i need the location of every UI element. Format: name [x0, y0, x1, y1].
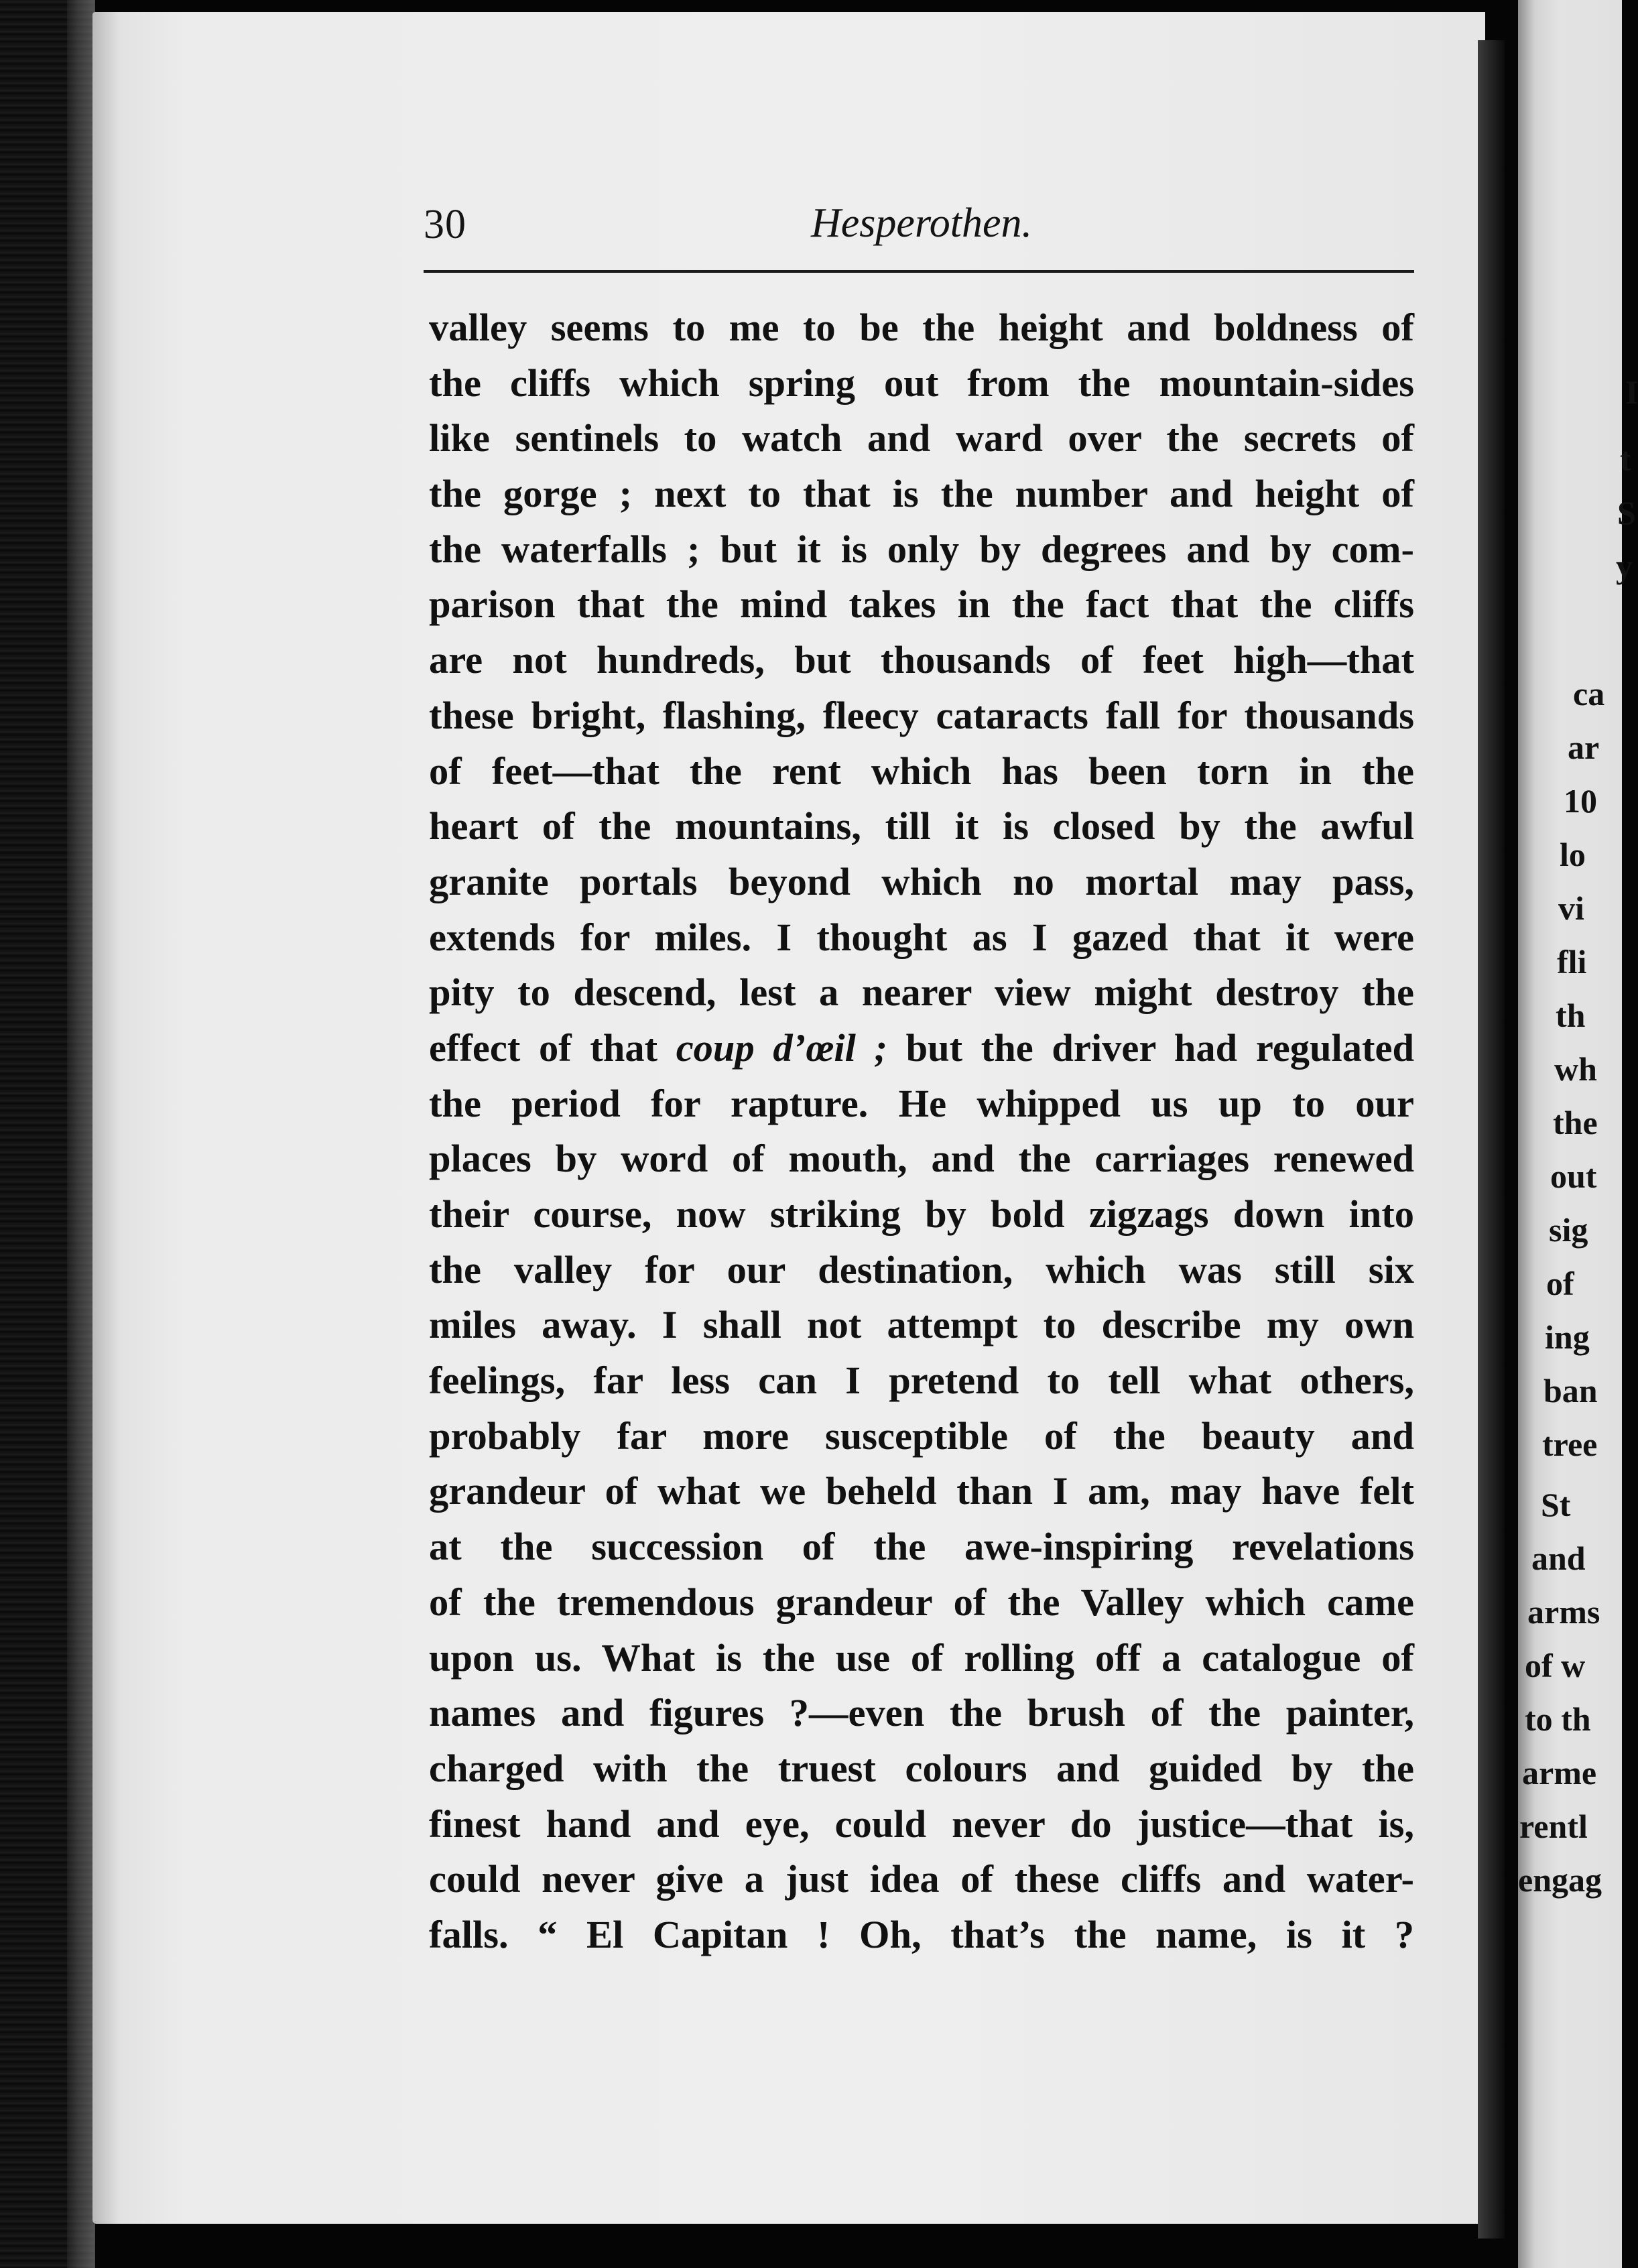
facing-page-text: arms	[1527, 1593, 1600, 1631]
text-line: the waterfalls ; but it is only by degrees and by com-	[429, 527, 1414, 571]
text-line: probably far more susceptible of the beauty and	[429, 1413, 1414, 1458]
text-run: but the driver had regulated	[887, 1025, 1414, 1070]
text-line: these bright, flashing, fleecy cataracts fall for thousands	[429, 693, 1414, 737]
text-line: are not hundreds, but thousands of feet high—that	[429, 638, 1414, 682]
italic-phrase: coup d’œil ;	[676, 1025, 887, 1070]
facing-page-text: St	[1541, 1486, 1571, 1523]
facing-page-text: fli	[1557, 943, 1587, 981]
text-line: extends for miles. I thought as I gazed that it were	[429, 915, 1414, 959]
text-line: names and figures ?—even the brush of the painter,	[429, 1691, 1414, 1735]
text-line: finest hand and eye, could never do justice—that is,	[429, 1802, 1414, 1846]
facing-page-fragment	[1518, 0, 1638, 2268]
facing-page-text: ca	[1573, 675, 1605, 712]
facing-page-text: out	[1550, 1157, 1597, 1195]
facing-page-text: y	[1616, 548, 1633, 585]
text-line: miles away. I shall not attempt to describe my own	[429, 1303, 1414, 1347]
facing-page-text: I	[1625, 373, 1638, 411]
text-line: the cliffs which spring out from the mountain-sides	[429, 361, 1414, 405]
text-line	[429, 1021, 1414, 1076]
facing-page-text: the	[1553, 1104, 1598, 1141]
facing-page-text: t	[1620, 440, 1631, 478]
page-gutter-shadow	[67, 0, 95, 2268]
facing-page-text: engag	[1518, 1861, 1602, 1899]
text-line: grandeur of what we beheld than I am, may have felt	[429, 1469, 1414, 1513]
facing-page-text: th	[1556, 997, 1586, 1034]
text-line: the gorge ; next to that is the number and height of	[429, 472, 1414, 516]
facing-page-text: ar	[1568, 729, 1600, 766]
text-line: of the tremendous grandeur of the Valley which came	[429, 1580, 1414, 1624]
page-edge-shadow	[1478, 40, 1505, 2239]
text-run: effect of that	[429, 1025, 676, 1070]
text-line: upon us. What is the use of rolling off a catalogue of	[429, 1635, 1414, 1680]
facing-page-text: to th	[1525, 1700, 1591, 1738]
facing-page-text: arme	[1522, 1754, 1597, 1791]
text-line: pity to descend, lest a nearer view might destroy the	[429, 970, 1414, 1015]
text-line: granite portals beyond which no mortal may pass,	[429, 859, 1414, 903]
text-line: places by word of mouth, and the carriages renewed	[429, 1137, 1414, 1181]
running-head: Hesperothen.	[811, 200, 1033, 246]
text-line: could never give a just idea of these cliffs and water-	[429, 1857, 1414, 1901]
facing-page-text: lo	[1560, 836, 1586, 873]
facing-page-text: vi	[1558, 889, 1584, 927]
text-line: parison that the mind takes in the fact that the cliffs	[429, 582, 1414, 627]
text-line: charged with the truest colours and guided by the	[429, 1746, 1414, 1790]
text-line: of feet—that the rent which has been torn in the	[429, 749, 1414, 793]
left-margin-edge	[0, 0, 94, 2268]
facing-page-text: wh	[1554, 1050, 1597, 1088]
text-line: feelings, far less can I pretend to tell what others,	[429, 1359, 1414, 1403]
facing-page-text: rentl	[1519, 1808, 1588, 1845]
text-line: the valley for our destination, which was still six	[429, 1247, 1414, 1292]
facing-page-text: tree	[1542, 1426, 1598, 1463]
header-rule	[424, 270, 1414, 273]
text-line: heart of the mountains, till it is closed by the awful	[429, 804, 1414, 848]
text-line: falls. “ El Capitan ! Oh, that’s the name, is it ?	[429, 1912, 1414, 1956]
facing-page-text: of	[1546, 1265, 1574, 1302]
text-line: valley seems to me to be the height and boldness of	[429, 306, 1414, 349]
text-line: their course, now striking by bold zigzags down into	[429, 1192, 1414, 1236]
page-number: 30	[424, 202, 466, 247]
facing-page-text: of w	[1525, 1647, 1586, 1684]
facing-page-text: and	[1531, 1539, 1586, 1577]
facing-page-text: ing	[1545, 1318, 1590, 1356]
text-line: like sentinels to watch and ward over the secrets of	[429, 416, 1414, 460]
body-text	[429, 300, 1414, 1963]
text-line: the period for rapture. He whipped us up to our	[429, 1081, 1414, 1125]
facing-page-text: 10	[1564, 782, 1597, 820]
text-line: at the succession of the awe-inspiring revelations	[429, 1525, 1414, 1569]
facing-page-text: sig	[1549, 1211, 1588, 1249]
facing-page-text: ban	[1544, 1372, 1598, 1409]
facing-page-text: S	[1617, 494, 1636, 531]
